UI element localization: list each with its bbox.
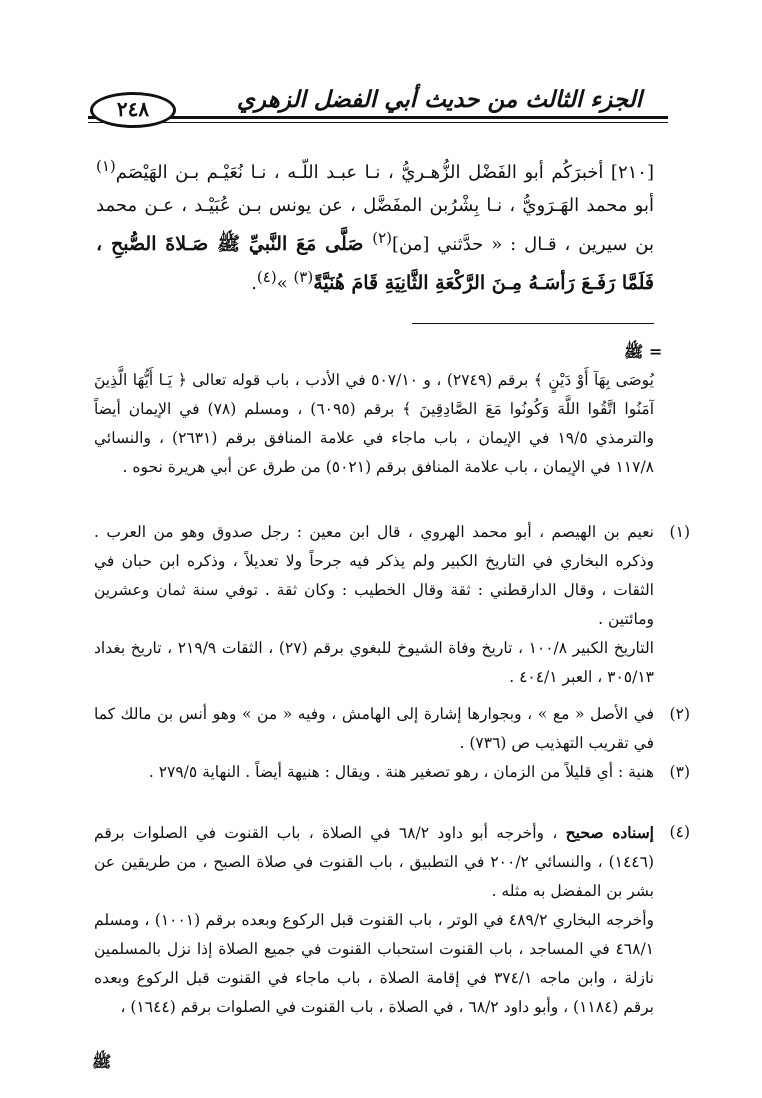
- footnote-sources: وأخرجه البخاري ٤٨٩/٢ في الوتر ، باب القنوت قبل الركوع وبعده برقم (١٠٠١) ، ومسلم ٤٦٨/١ في المساجد ، باب القنوت استحباب القنوت في جميع الصلاة إذا نزل بالمسلمين نازلة ، وابن ماجه ٣٧٤/١ في إقامة الصلاة ، باب ماجاء في القنوت قبل الركوع وبعده برقم (١١٨٤) ، وأبو داود ٦٨/٢ ، في الصلاة ، باب القنوت في الصلوات برقم (١٦٤٤) ،: [94, 911, 654, 1016]
- header-title: الجزء الثالث من حديث أبي الفضل الزهري: [231, 86, 648, 113]
- footnote-text: هنية : أي قليلاً من الزمان ، رهو تصغير هنة . ويقال : هنيهة أيضاً . النهاية ٢٧٩/٥ .: [148, 763, 654, 781]
- footnote-4: [94, 818, 690, 1022]
- continuation-mark: = ﷺ: [624, 342, 663, 361]
- page-number: ٢٤٨: [90, 92, 176, 128]
- footnote-number: (١): [669, 523, 690, 541]
- footnote-text-rest: ، وأخرجه أبو داود ٦٨/٢ في الصلاة ، باب القنوت في الصلوات برقم (١٤٤٦) ، والنسائي ٢٠٠/٢ في التطبيق ، باب القنوت في صلاة الصبح ، من طريقين عن بشر بن المفضل به مثله .: [94, 824, 654, 900]
- footnote-number: (٣): [669, 763, 690, 781]
- page-header: [88, 86, 668, 126]
- footnote-ref-3: (٣): [293, 268, 314, 286]
- footnote-1: [94, 518, 690, 692]
- footnote-number: (٢): [669, 705, 690, 723]
- header-rule-thin: [88, 122, 668, 123]
- footnote-text: [94, 818, 654, 906]
- hadith-text-part1: [٢١٠] أخبرَكُم أبو الفَضْل الزُّهـريُّ ، نـا عبـد اللّـه ، نـا نُعَيْـم بـن الهَيْصَم: [115, 162, 654, 183]
- footnote-verdict: إسناده صحيح: [565, 823, 654, 842]
- footnote-ref-1: (١): [96, 157, 116, 175]
- hadith-text-part2: أبو محمد الهَـرَويُّ ، نـا بِشْرُبن المفَضَّل ، عن يونس بـن عُبَيْـد ، عـن محمد بن سيرين ، قـال : « حدَّثني [من]: [96, 195, 654, 255]
- header-rule-thick: [88, 116, 668, 119]
- hadith-text: [96, 150, 654, 300]
- footnote-sources: التاريخ الكبير ١٠٠/٨ ، تاريخ وفاة الشيوخ للبغوي برقم (٢٧) ، الثقات ٢١٩/٩ ، تاريخ بغداد ٣٠٥/١٣ ، العبر ٤٠٤/١ .: [94, 639, 654, 686]
- footnote-text: نعيم بن الهيصم ، أبو محمد الهروي ، قال ابن معين : رجل صدوق وهو من العرب . وذكره البخاري في التاريخ الكبير ولم يذكر فيه جرحاً ولا تعديلاً ، وذكره ابن حبان في الثقات ، وقال الدارقطني : ثقة وقال الخطيب : وكان ثقة . توفي سنة ثمان وعشرين ومائتين .: [94, 523, 654, 628]
- footnote-ref-2: (٢): [372, 229, 392, 247]
- footnote-number: (٤): [669, 823, 690, 841]
- bottom-continuation-mark: ﷺ: [92, 1052, 112, 1071]
- footnote-continuation: [94, 366, 654, 482]
- hadith-close-quote: »: [276, 273, 294, 294]
- footnote-continuation-text: يُوصَى بِهَآ أَوْ دَيْنٍ ﴾ برقم (٢٧٤٩) ، و ٥٠٧/١٠ في الأدب ، باب قوله تعالى ﴿ يَـا أَيُّهَا الَّذِينَ آمَنُوا اتَّقُوا اللَّهَ وَكُونُوا مَعَ الصَّادِقِينَ ﴾ برقم (٦٠٩٥) ، ومسلم (٧٨) في الإيمان أيضاً والترمذي ١٩/٥ في الإيمان ، باب ماجاء في علامة المنافق برقم (٢٦٣١) ، والنسائي ١١٧/٨ في الإيمان ، باب علامة المنافق برقم (٥٠٢١) من طرق عن أبي هريرة نحوه .: [94, 371, 655, 476]
- hadith-matn: صَلَّى مَعَ النَّبيِّ ﷺ صَـلاةَ الصُّبحِ ، فَلَمَّا رَفَـعَ رَأسَـهُ مِـنَ الرَّكْعَةِ الثَّانِيَةِ قَامَ هُنَيَّةً: [96, 233, 654, 294]
- footnote-ref-4: (٤): [256, 268, 277, 286]
- hadith-end-dot: .: [251, 273, 257, 294]
- footnote-3: [94, 758, 690, 787]
- footnote-2: [94, 700, 690, 758]
- footnote-separator: [412, 323, 654, 324]
- footnote-text: في الأصل « مع » ، وبجوارها إشارة إلى الهامش ، وفيه « من » وهو أنس بن مالك كما في تقريب التهذيب ص (٧٣٦) .: [94, 705, 654, 752]
